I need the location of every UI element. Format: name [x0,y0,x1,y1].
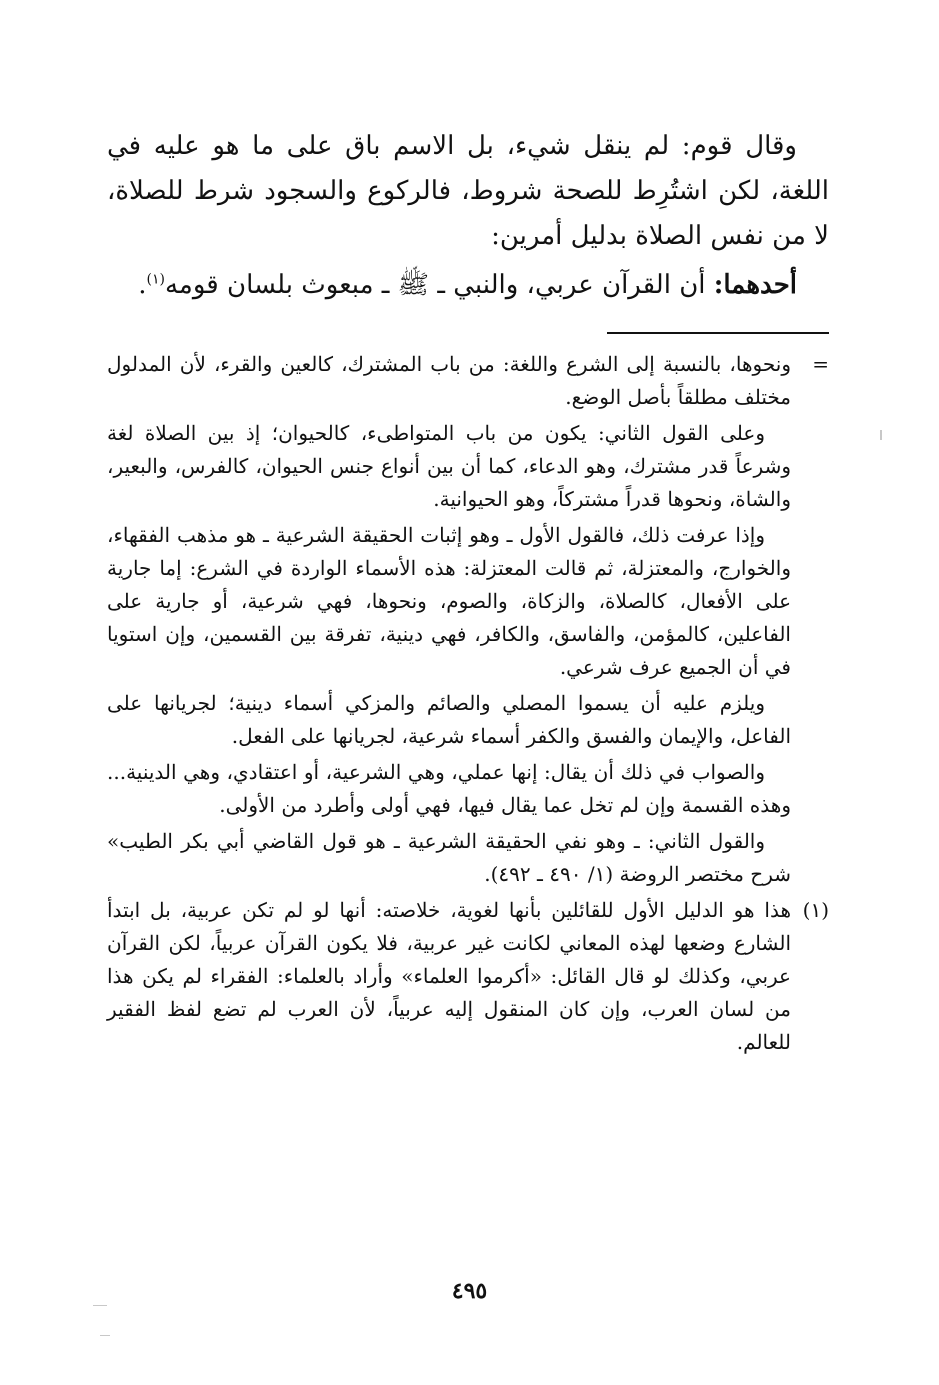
footnote-paragraph: والقول الثاني: ـ وهو نفي الحقيقة الشرعية ـ هو قول القاضي أبي بكر الطيب» شرح مختصر الروضة (١/ ٤٩٠ ـ ٤٩٢). [107,829,791,886]
footnote-paragraph: وعلى القول الثاني: يكون من باب المتواطىء، كالحيوان؛ إذ بين الصلاة لغة وشرعاً قدر مشترك، وهو الدعاء، كما أن بين أنواع جنس الحيوان، كالفرس، والبعير، والشاة، ونحوها قدراً مشتركاً، وهو الحيوانية. [107,421,791,511]
first-argument-end: . [138,270,147,300]
footnote-continuation [107,348,829,414]
first-argument-text: أن القرآن عربي، والنبي ـ ﷺ ـ مبعوث بلسان قومه [164,270,714,300]
scan-speck [93,1305,107,1306]
footnotes [107,348,829,1062]
footnote-reference: (١) [146,271,165,288]
footnote-separator [607,332,829,334]
page-number: ٤٩٥ [451,1278,488,1304]
footnote-1-marker: (١) [802,898,829,922]
footnote-paragraph: وإذا عرفت ذلك، فالقول الأول ـ وهو إثبات الحقيقة الشرعية ـ هو مذهب الفقهاء، والخوارج، والمعتزلة، ثم قالت المعتزلة: هذه الأسماء الواردة في الشرع: إما جارية على الأفعال، كالصلاة، والزكاة، والصوم، ونحوها، فهي شرعية، أو جارية على الفاعلين، كالمؤمن، والفاسق، والكافر، فهي دينية، تفرقة بين القسمين، وإن استويا في أن الجميع عرف شرعي. [107,523,791,679]
footnote-1 [107,894,829,1059]
continuation-text: ونحوها، بالنسبة إلى الشرع واللغة: من باب المشترك، كالعين والقرء، لأن المدلول مختلف مطلقاً بأصل الوضع. [107,352,791,409]
scan-speck [880,430,882,440]
first-argument-label: أحدهما: [713,270,797,300]
continuation-marker: = [812,352,829,376]
main-paragraph: وقال قوم: لم ينقل شيء، بل الاسم باق على ما هو عليه في اللغة، لكن اشتُرِط للصحة شروط، فالركوع والسجود شرط للصلاة، لا من نفس الصلاة بدليل أمرين: [107,131,829,251]
footnote-1-text: هذا هو الدليل الأول للقائلين بأنها لغوية، خلاصته: أنها لو لم تكن عربية، بل ابتدأ الشارع وضعها لهذه المعاني لكانت غير عربية، فلا يكون القرآن عربياً، لكن القرآن عربي، وكذلك لو قال القائل: «أكرموا العلماء» وأراد بالعلماء: الفقراء لم يكن هذا من لسان العرب، وإن كان المنقول إليه عربياً، لأن العرب لم تضع لفظ الفقير للعالم. [107,898,791,1054]
first-argument [107,263,829,308]
scan-speck [100,1335,110,1336]
footnote-paragraph: ويلزم عليه أن يسموا المصلي والصائم والمزكي أسماء دينية؛ لجريانها على الفاعل، والإيمان والفسق والكفر أسماء شرعية، لجريانها على الفعل. [107,691,791,748]
main-text [107,124,829,308]
footnote-paragraph: والصواب في ذلك أن يقال: إنها عملي، وهي الشرعية، أو اعتقادي، وهي الدينية... وهذه القسمة وإن لم تخل عما يقال فيها، فهي أولى وأطرد من الأولى. [107,760,791,817]
